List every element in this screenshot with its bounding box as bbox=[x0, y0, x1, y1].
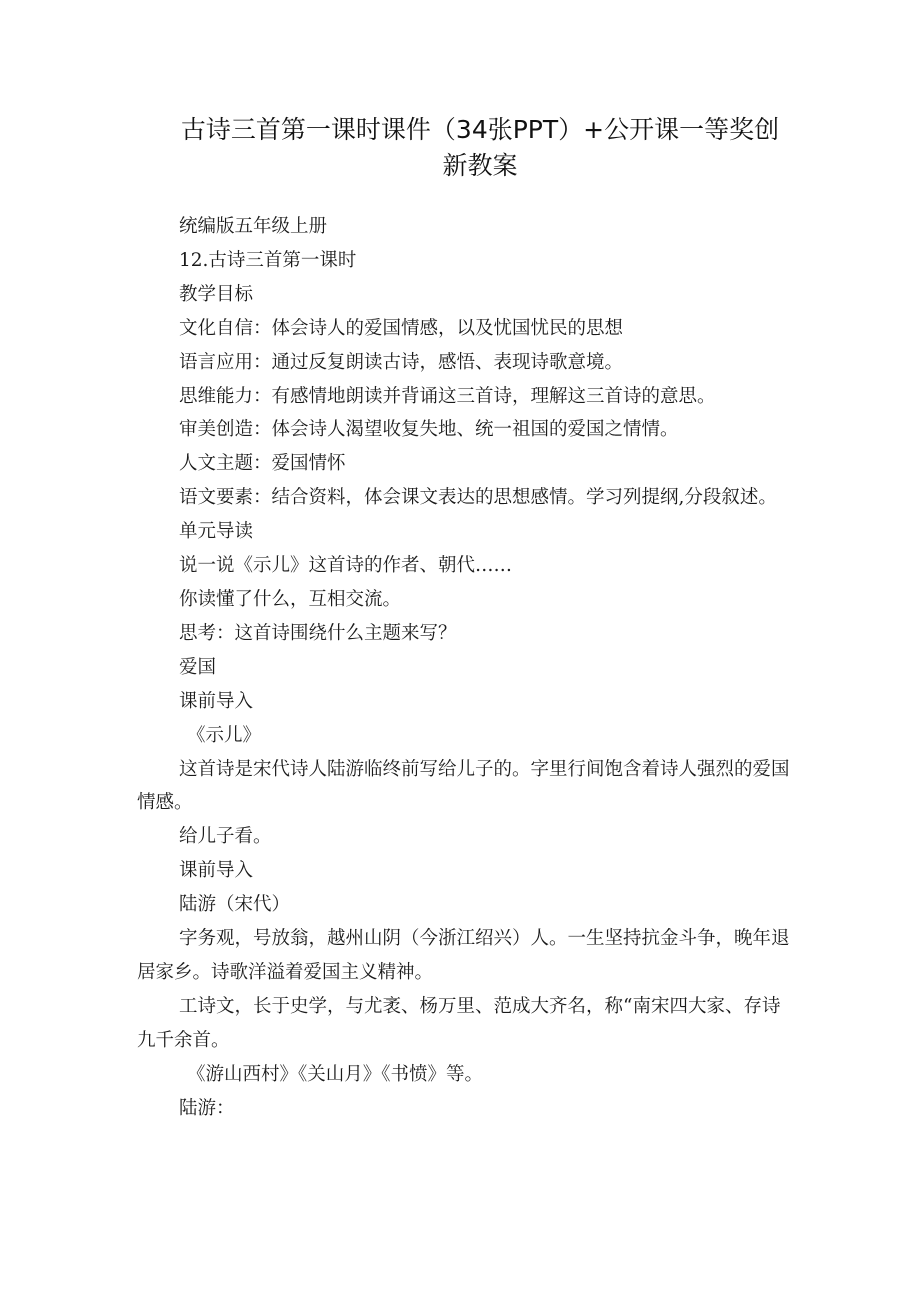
paragraph-goal-language: 语言应用：通过反复朗读古诗，感悟、表现诗歌意境。 bbox=[179, 351, 624, 373]
paragraph-language-elements: 语文要素：结合资料，体会课文表达的思想感情。学习列提纲,分段叙述。 bbox=[179, 487, 777, 509]
paragraph-poem-title: 《示儿》 bbox=[187, 724, 262, 746]
document-body bbox=[137, 210, 797, 1125]
paragraph-author-works: 工诗文，长于史学，与尤袤、杨万里、范成大齐名，称“南宋四大家、存诗九千余首。 bbox=[137, 995, 781, 1051]
document-title bbox=[140, 112, 820, 184]
paragraph-poem-list: 《游山西村》《关山月》《书愤》等。 bbox=[187, 1063, 484, 1085]
paragraph-goals-heading: 教学目标 bbox=[179, 283, 254, 305]
paragraph-poem-background: 这首诗是宋代诗人陆游临终前写给儿子的。字里行间饱含着诗人强烈的爱国情感。 bbox=[137, 758, 790, 814]
paragraph-humanistic-theme: 人文主题：爱国情怀 bbox=[179, 453, 346, 475]
paragraph-exchange: 你读懂了什么，互相交流。 bbox=[179, 588, 402, 610]
paragraph-patriotism: 爱国 bbox=[179, 656, 217, 678]
paragraph-discuss-author: 说一说《示儿》这首诗的作者、朝代…… bbox=[179, 555, 513, 577]
paragraph-to-son: 给儿子看。 bbox=[179, 826, 272, 848]
paragraph-think: 思考：这首诗围绕什么主题来写？ bbox=[179, 622, 457, 644]
title-line-1: 古诗三首第一课时课件（34张PPT）+公开课一等奖创 bbox=[180, 115, 780, 144]
paragraph-textbook: 统编版五年级上册 bbox=[179, 216, 328, 237]
paragraph-unit-guide: 单元导读 bbox=[179, 521, 254, 543]
paragraph-intro-heading-2: 课前导入 bbox=[179, 860, 254, 882]
paragraph-goal-thinking: 思维能力：有感情地朗读并背诵这三首诗，理解这三首诗的意思。 bbox=[179, 385, 716, 407]
paragraph-lesson-heading: 12.古诗三首第一课时 bbox=[179, 249, 357, 271]
paragraph-intro-heading: 课前导入 bbox=[179, 690, 254, 712]
paragraph-author-bio: 字务观，号放翁，越州山阴（今浙江绍兴）人。一生坚持抗金斗争，晚年退居家乡。诗歌洋溢着爱国主义精神。 bbox=[137, 928, 790, 983]
paragraph-goal-aesthetic: 审美创造：体会诗人渴望收复失地、统一祖国的爱国之情情。 bbox=[179, 419, 679, 441]
paragraph-goal-culture: 文化自信：体会诗人的爱国情感，以及忧国忧民的思想 bbox=[179, 317, 624, 339]
title-line-2: 新教案 bbox=[442, 151, 518, 180]
paragraph-lu-you: 陆游： bbox=[179, 1097, 235, 1119]
paragraph-author-name: 陆游（宋代） bbox=[179, 894, 291, 916]
